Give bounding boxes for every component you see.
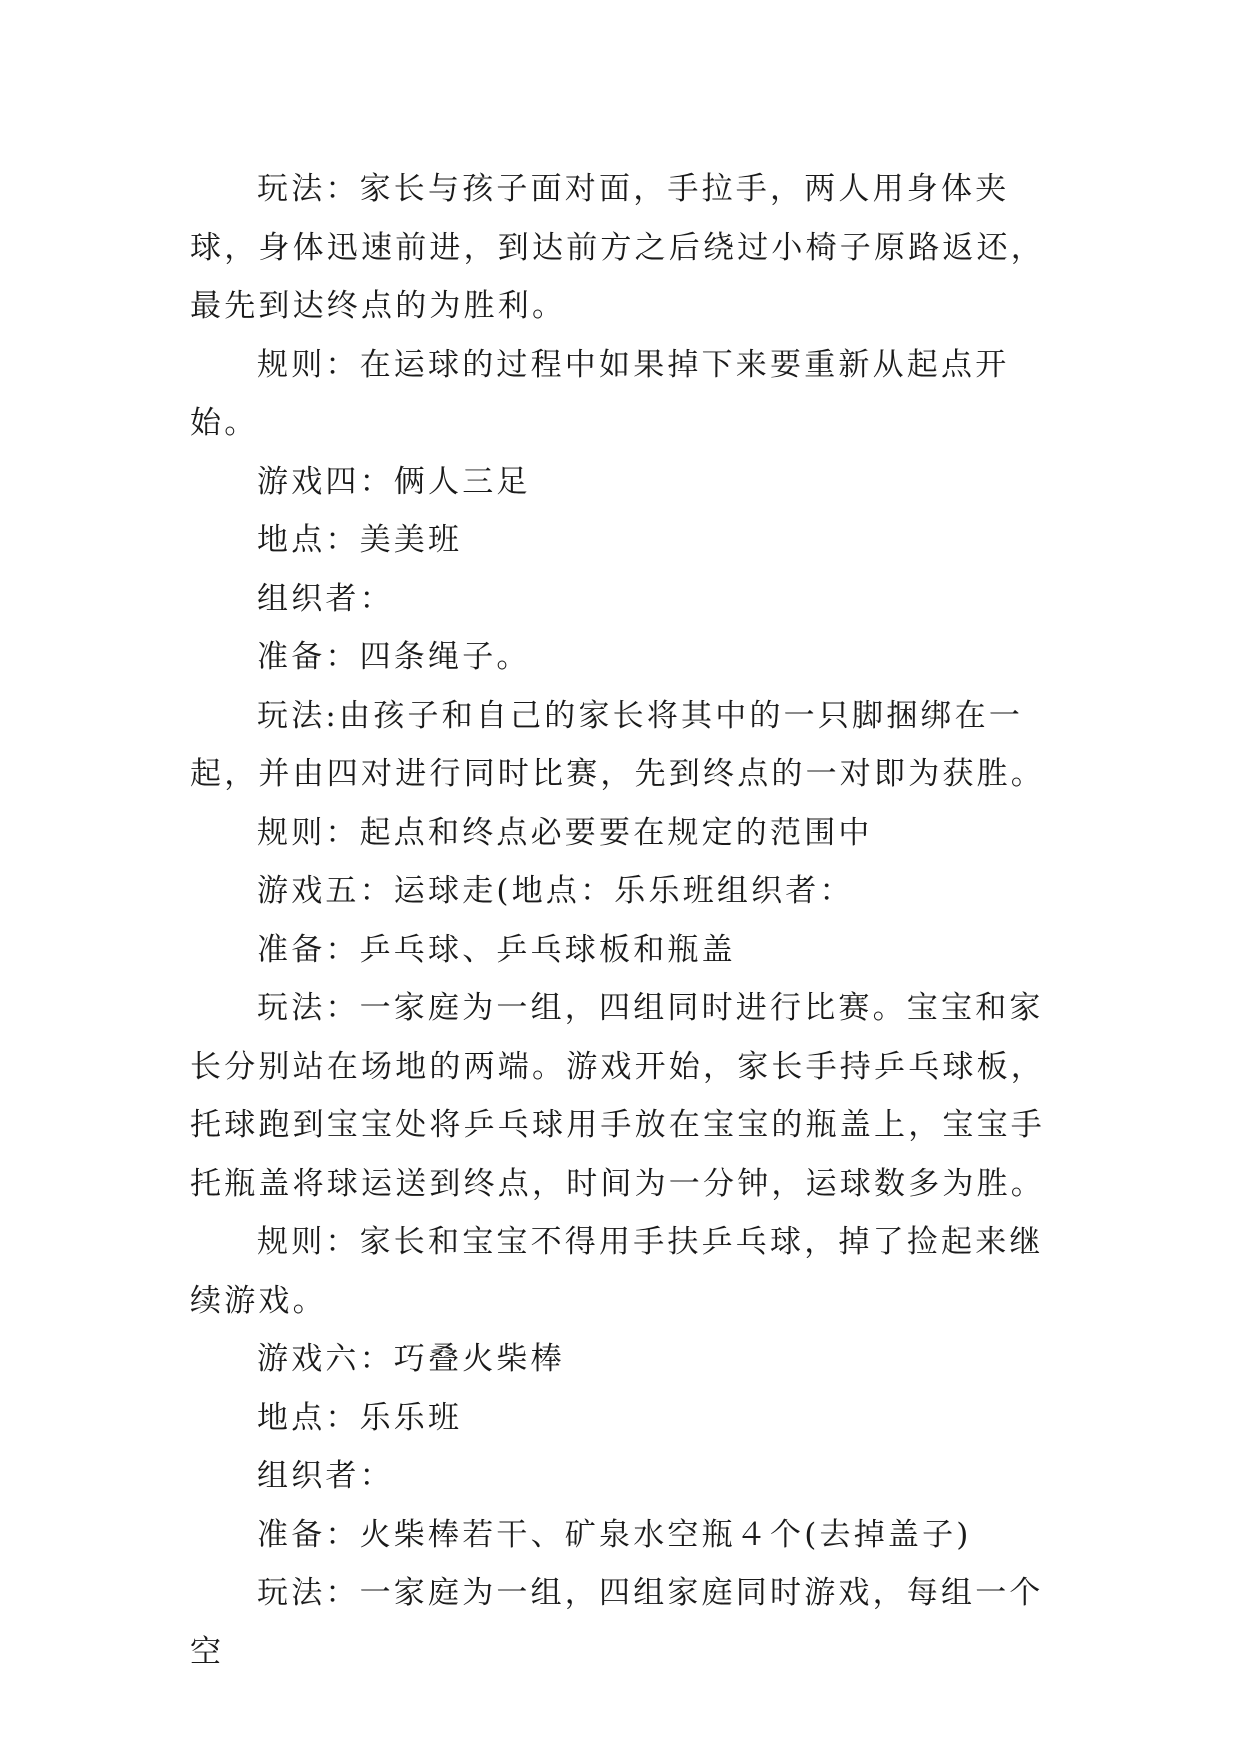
- paragraph-rule-four: 规则：起点和终点必要要在规定的范围中: [257, 814, 873, 851]
- paragraph-organizer-six: 组织者：: [257, 1458, 394, 1494]
- paragraph-location-six: 地点：乐乐班: [257, 1399, 463, 1436]
- heading-game-six: 游戏六：巧叠火柴棒: [257, 1341, 565, 1377]
- paragraph-organizer-four: 组织者：: [257, 580, 394, 617]
- heading-game-five: 游戏五：运球走(地点：乐乐班组织者：: [257, 873, 854, 909]
- paragraph-gameplay-four: 玩法:由孩子和自己的家长将其中的一只脚捆绑在一起，并由四对进行同时比赛，先到终点的一对即为获胜。: [190, 697, 1045, 792]
- paragraph-prep-six: 准备：火柴棒若干、矿泉水空瓶４个(去掉盖子): [257, 1516, 972, 1553]
- paragraph-prep-four: 准备：四条绳子。: [257, 639, 531, 675]
- paragraph-gameplay-six: 玩法：一家庭为一组，四组家庭同时游戏，每组一个空: [190, 1575, 1044, 1670]
- paragraph-rule-ball: 规则：在运球的过程中如果掉下来要重新从起点开始。: [190, 346, 1010, 441]
- paragraph-location-four: 地点：美美班: [257, 522, 463, 558]
- paragraph-gameplay-five: 玩法：一家庭为一组，四组同时进行比赛。宝宝和家长分别站在场地的两端。游戏开始，家长手持乒乓球板，托球跑到宝宝处将乒乓球用手放在宝宝的瓶盖上，宝宝手托瓶盖将球运送到终点，时间为一分钟，运球数多为胜。: [190, 990, 1045, 1202]
- document-body: [190, 160, 1070, 1681]
- paragraph-prep-five: 准备：乒乓球、乒乓球板和瓶盖: [257, 931, 736, 968]
- heading-game-four: 游戏四：俩人三足: [257, 463, 531, 500]
- paragraph-gameplay-ball: 玩法：家长与孩子面对面，手拉手，两人用身体夹球，身体迅速前进，到达前方之后绕过小椅子原路返还，最先到达终点的为胜利。: [190, 171, 1045, 324]
- paragraph-rule-five: 规则：家长和宝宝不得用手扶乒乓球，掉了捡起来继续游戏。: [190, 1224, 1044, 1319]
